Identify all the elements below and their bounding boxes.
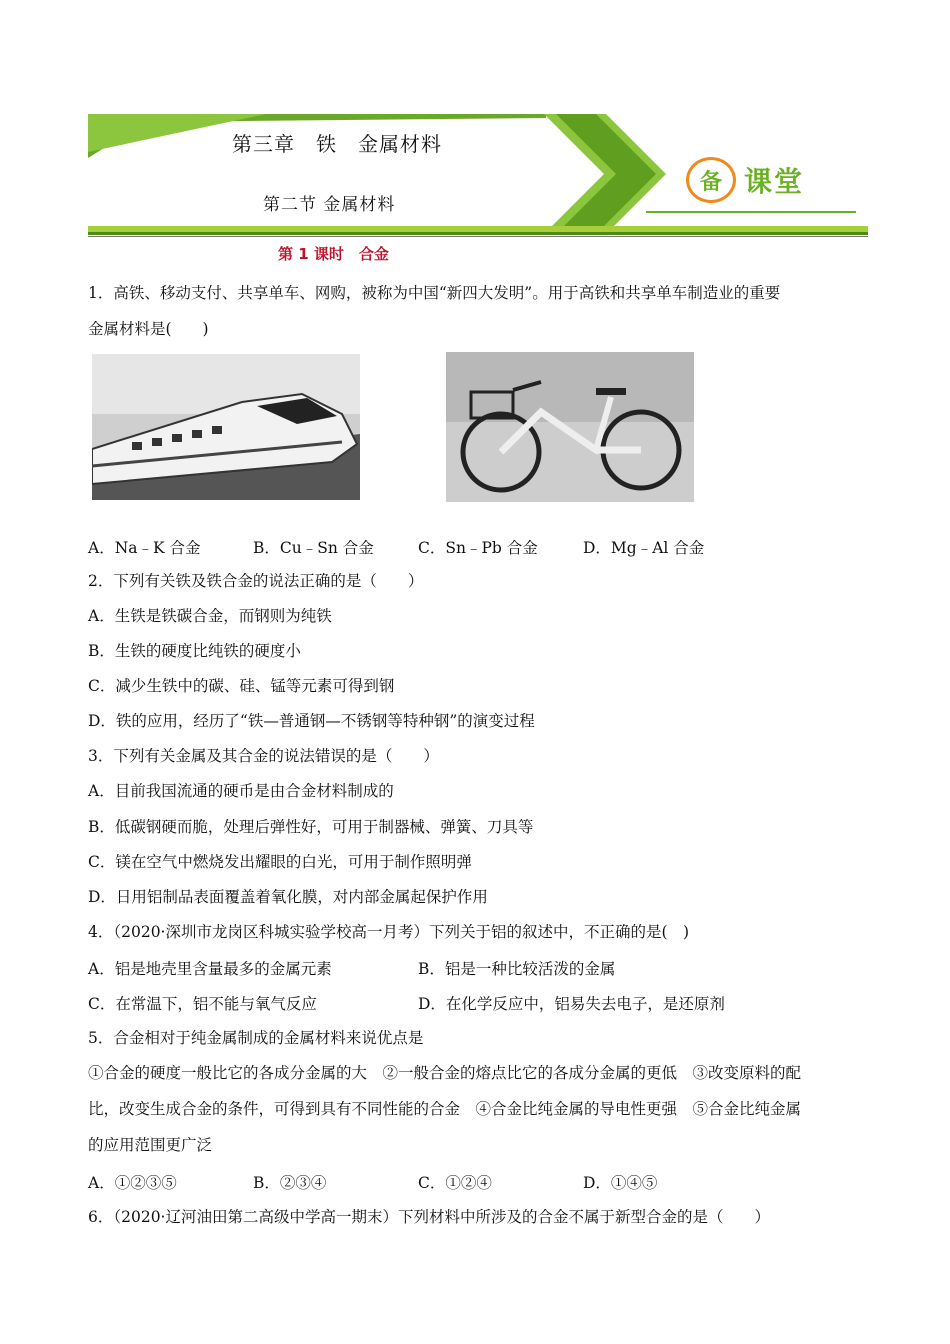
high-speed-train-photo [92,354,360,500]
q5-line-3: 比，改变生成合金的条件，可得到具有不同性能的合金 ④合金比纯金属的导电性更强 ⑤合金比纯金属 [88,1100,802,1118]
lesson-title: 第 1 课时 合金 [278,245,389,263]
badge-text: 课堂 [744,165,805,198]
q1-line-1: 1．高铁、移动支付、共享单车、网购，被称为中国“新四大发明”。用于高铁和共享单车制造业的重要 [88,284,781,302]
shared-bicycle-photo [446,352,694,502]
q2-option-a: A．生铁是铁碳合金，而钢则为纯铁 [88,607,332,625]
q4-option-a: A．铝是地壳里含量最多的金属元素 [88,960,332,978]
q5-option-c: C．①②④ [418,1174,492,1192]
q5-stem: 5．合金相对于纯金属制成的金属材料来说优点是 [88,1029,424,1047]
q3-stem: 3．下列有关金属及其合金的说法错误的是（ ） [88,747,439,765]
q2-option-c: C．减少生铁中的碳、硅、锰等元素可得到钢 [88,677,395,695]
q1-line-2: 金属材料是( ) [88,320,209,338]
q4-option-d: D．在化学反应中，铝易失去电子，是还原剂 [418,995,725,1013]
section-title: 第二节 金属材料 [263,195,396,215]
q2-option-d: D．铁的应用，经历了“铁—普通钢—不锈钢等特种钢”的演变过程 [88,712,535,730]
q3-option-b: B．低碳钢硬而脆，处理后弹性好，可用于制器械、弹簧、刀具等 [88,818,534,836]
q5-line-4: 的应用范围更广泛 [88,1136,213,1154]
q1-option-c: C．Sn﹣Pb 合金 [418,539,538,557]
q5-option-b: B．②③④ [253,1174,327,1192]
q1-option-a: A．Na﹣K 合金 [88,539,201,557]
q2-stem: 2．下列有关铁及铁合金的说法正确的是（ ） [88,572,424,590]
badge-char: 备 [699,169,722,195]
q5-option-d: D．①④⑤ [583,1174,658,1192]
q1-option-d: D．Mg﹣Al 合金 [583,539,705,557]
q4-option-c: C．在常温下，铝不能与氧气反应 [88,995,317,1013]
q4-stem: 4．（2020·深圳市龙岗区科城实验学校高一月考）下列关于铝的叙述中，不正确的是( ) [88,923,690,941]
q5-line-2: ①合金的硬度一般比它的各成分金属的大 ②一般合金的熔点比它的各成分金属的更低 ③改变原料的配 [88,1064,802,1082]
chapter-title: 第三章 铁 金属材料 [232,132,442,156]
q1-option-b: B．Cu﹣Sn 合金 [253,539,374,557]
q3-option-c: C．镁在空气中燃烧发出耀眼的白光，可用于制作照明弹 [88,853,472,871]
q5-option-a: A．①②③⑤ [88,1174,177,1192]
q4-option-b: B．铝是一种比较活泼的金属 [418,960,616,978]
badge-circle [686,157,736,203]
q3-option-a: A．目前我国流通的硬币是由合金材料制成的 [88,782,394,800]
q6-stem: 6．（2020·辽河油田第二高级中学高一期末）下列材料中所涉及的合金不属于新型合金的是（ ） [88,1208,770,1226]
q2-option-b: B．生铁的硬度比纯铁的硬度小 [88,642,301,660]
q3-option-d: D．日用铝制品表面覆盖着氧化膜，对内部金属起保护作用 [88,888,488,906]
